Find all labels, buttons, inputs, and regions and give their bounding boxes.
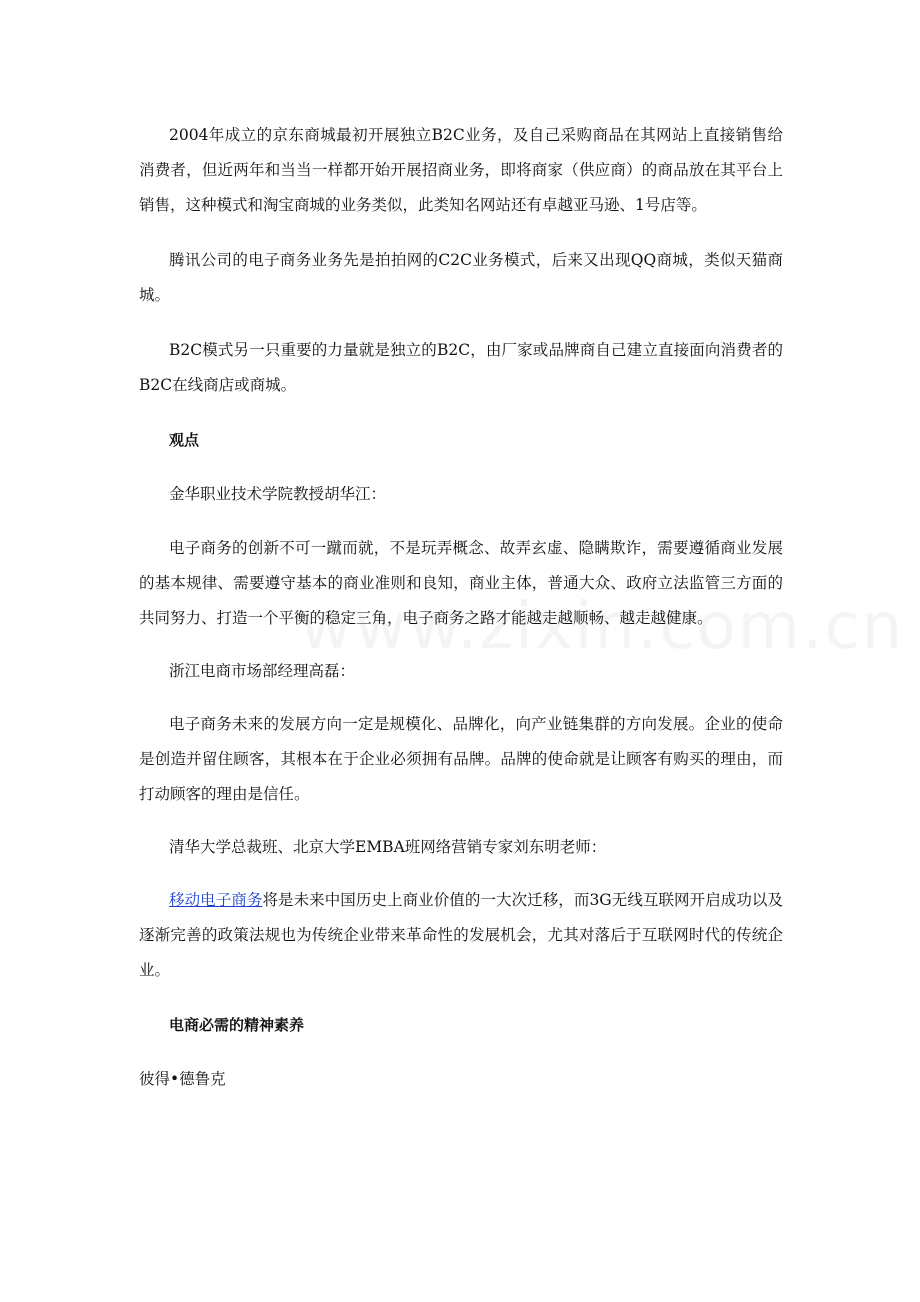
paragraph-b2c-mode: B2C模式另一只重要的力量就是独立的B2C，由厂家或品牌商自己建立直接面向消费者的B2C在线商店或商城。 [139, 341, 783, 394]
mobile-commerce-link[interactable]: 移动电子商务 [169, 891, 263, 909]
paragraph-mobile-commerce-text: 将是未来中国历史上商业价值的一大次迁移，而3G无线互联网开启成功以及逐渐完善的政策法规也为传统企业带来革命性的发展机会，尤其对落后于互联网时代的传统企业。 [139, 891, 783, 979]
paragraph-tencent: 腾讯公司的电子商务业务先是拍拍网的C2C业务模式，后来又出现QQ商城，类似天猫商城。 [139, 251, 783, 304]
speaker-hu-huajiang: 金华职业技术学院教授胡华江： [169, 485, 387, 503]
section-heading-viewpoints: 观点 [169, 431, 200, 449]
author-drucker: 彼得•德鲁克 [139, 1070, 226, 1088]
speaker-liu-dongming: 清华大学总裁班、北京大学EMBA班网络营销专家刘东明老师： [169, 838, 607, 856]
section-heading-spirit: 电商必需的精神素养 [169, 1016, 305, 1034]
paragraph-innovation: 电子商务的创新不可一蹴而就，不是玩弄概念、故弄玄虚、隐瞒欺诈，需要遵循商业发展的基本规律、需要遵守基本的商业准则和良知，商业主体，普通大众、政府立法监管三方面的共同努力、打造一个平衡的稳定三角，电子商务之路才能越走越顺畅、越走越健康。 [139, 539, 783, 627]
speaker-gao-lei: 浙江电商市场部经理高磊： [169, 662, 356, 680]
paragraph-future-direction: 电子商务未来的发展方向一定是规模化、品牌化，向产业链集群的方向发展。企业的使命是创造并留住顾客，其根本在于企业必须拥有品牌。品牌的使命就是让顾客有购买的理由，而打动顾客的理由是信任。 [139, 715, 783, 803]
article-body [139, 118, 783, 1097]
paragraph-mobile-commerce [139, 883, 783, 988]
paragraph-jd-mall: 2004年成立的京东商城最初开展独立B2C业务，及自己采购商品在其网站上直接销售给消费者，但近两年和当当一样都开始开展招商业务，即将商家（供应商）的商品放在其平台上销售，这种模式和淘宝商城的业务类似，此类知名网站还有卓越亚马逊、1号店等。 [139, 126, 783, 214]
